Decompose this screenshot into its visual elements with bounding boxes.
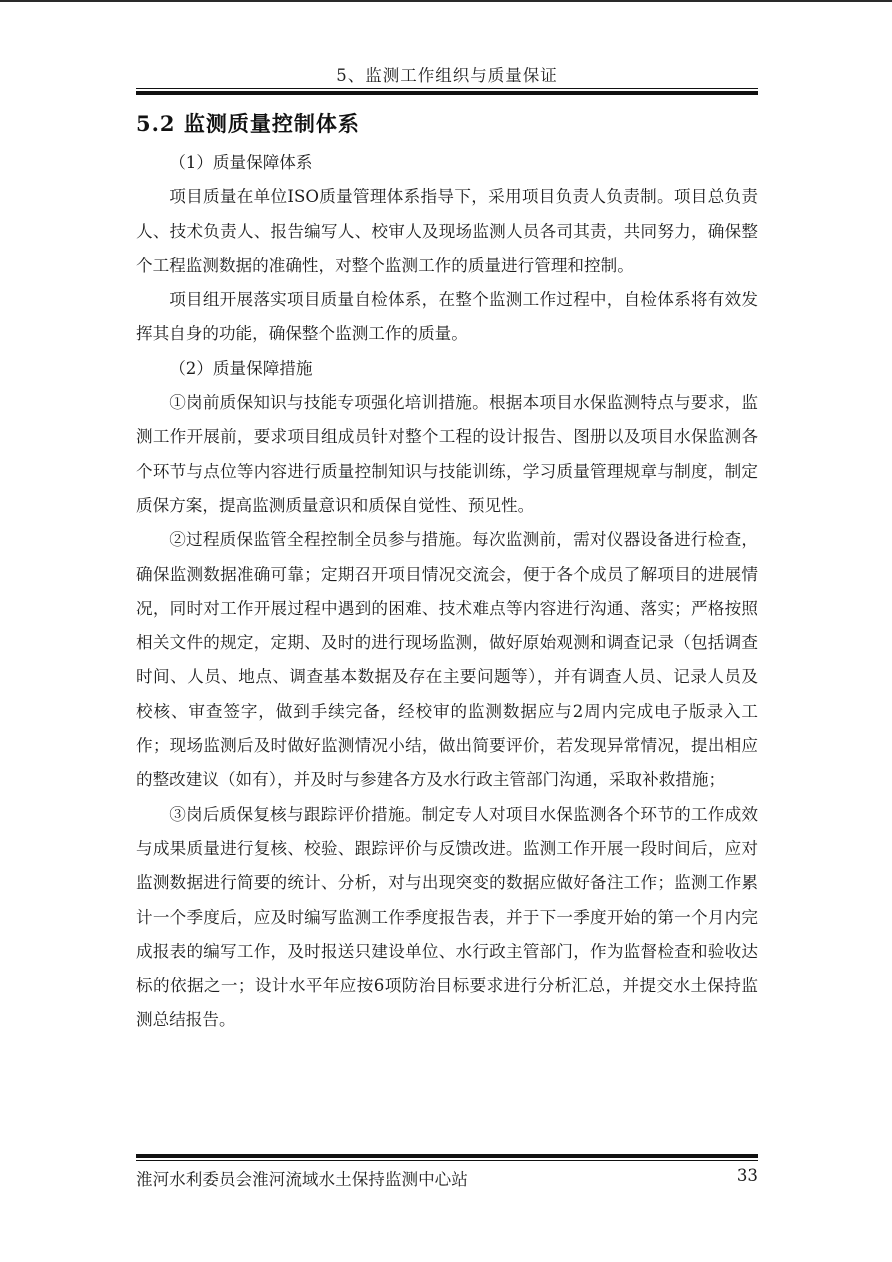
footer-organization: 淮河水利委员会淮河流域水土保持监测中心站 — [136, 1170, 468, 1189]
subheading-quality-system: （1）质量保障体系 — [169, 153, 313, 172]
header-rule-thin — [136, 88, 758, 89]
page-top-edge — [0, 0, 892, 2]
footer-rule-thick — [136, 1154, 758, 1158]
paragraph: ①岗前质保知识与技能专项强化培训措施。根据本项目水保监测特点与要求，监测工作开展前，要求项目组成员针对整个工程的设计报告、图册以及项目水保监测各个环节与点位等内容进行质量控制知识与技能训练，学习质量管理规章与制度，制定质保方案，提高监测质量意识和质保自觉性、预见性。 — [136, 393, 758, 515]
page-number: 33 — [736, 1166, 758, 1185]
section-heading: 5.2 监测质量控制体系 — [136, 111, 360, 136]
footer-rule-thin — [136, 1160, 758, 1161]
subheading-quality-measures: （2）质量保障措施 — [169, 358, 313, 378]
body-text — [136, 146, 758, 1038]
paragraph: 项目组开展落实项目质量自检体系，在整个监测工作过程中，自检体系将有效发挥其自身的功能，确保整个监测工作的质量。 — [136, 290, 758, 344]
header-rule-thick — [136, 91, 758, 95]
paragraph: ③岗后质保复核与跟踪评价措施。制定专人对项目水保监测各个环节的工作成效与成果质量进行复核、校验、跟踪评价与反馈改进。监测工作开展一段时间后，应对监测数据进行简要的统计、分析，对与出现突变的数据应做好备注工作；监测工作累计一个季度后，应及时编写监测工作季度报告表，并于下一季度开始的第一个月内完成报表的编写工作，及时报送只建设单位、水行政主管部门，作为监督检查和验收达标的依据之一；设计水平年应按6项防治目标要求进行分析汇总，并提交水土保持监测总结报告。 — [136, 804, 758, 1030]
paragraph: 项目质量在单位ISO质量管理体系指导下，采用项目负责人负责制。项目总负责人、技术负责人、报告编写人、校审人及现场监测人员各司其责，共同努力，确保整个工程监测数据的准确性，对整个监测工作的质量进行管理和控制。 — [136, 187, 758, 275]
running-header-title: 5、监测工作组织与质量保证 — [336, 66, 558, 85]
paragraph: ②过程质保监管全程控制全员参与措施。每次监测前，需对仪器设备进行检查，确保监测数据准确可靠；定期召开项目情况交流会，便于各个成员了解项目的进展情况，同时对工作开展过程中遇到的困难、技术难点等内容进行沟通、落实；严格按照相关文件的规定，定期、及时的进行现场监测，做好原始观测和调查记录（包括调查时间、人员、地点、调查基本数据及存在主要问题等），并有调查人员、记录人员及校核、审查签字，做到手续完备，经校审的监测数据应与2周内完成电子版录入工作；现场监测后及时做好监测情况小结，做出简要评价，若发现异常情况，提出相应的整改建议（如有），并及时与参建各方及水行政主管部门沟通，采取补救措施； — [136, 530, 758, 790]
